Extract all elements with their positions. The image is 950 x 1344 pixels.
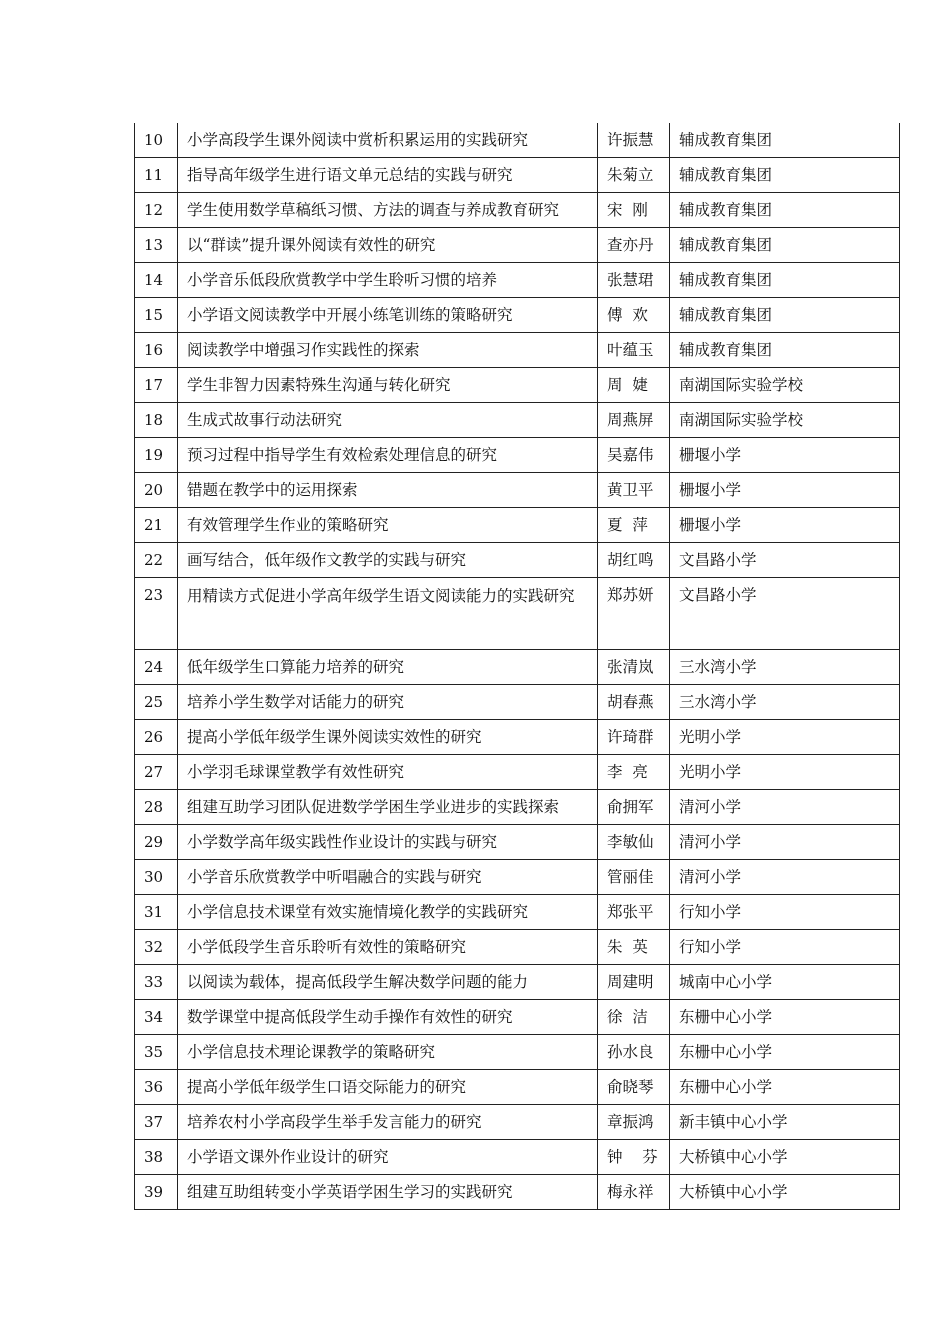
table-row [135, 333, 900, 368]
table-row [135, 1105, 900, 1140]
table-row [135, 228, 900, 263]
topic-title-cell: 小学信息技术理论课教学的策略研究 [178, 1035, 598, 1070]
row-number-cell: 20 [135, 473, 178, 508]
row-number-cell: 34 [135, 1000, 178, 1035]
topic-title-cell: 小学低段学生音乐聆听有效性的策略研究 [178, 930, 598, 965]
row-number-cell: 21 [135, 508, 178, 543]
topic-title-cell: 错题在教学中的运用探索 [178, 473, 598, 508]
research-topics-table [134, 123, 900, 1210]
table-row [135, 1070, 900, 1105]
row-number-cell: 26 [135, 720, 178, 755]
topic-title-cell: 提高小学低年级学生口语交际能力的研究 [178, 1070, 598, 1105]
school-cell: 光明小学 [670, 720, 900, 755]
researcher-cell: 李 亮 [598, 755, 670, 790]
row-number-cell: 15 [135, 298, 178, 333]
school-cell: 辅成教育集团 [670, 158, 900, 193]
researcher-cell: 朱 英 [598, 930, 670, 965]
researcher-cell: 张慧珺 [598, 263, 670, 298]
researcher-cell: 梅永祥 [598, 1175, 670, 1210]
school-cell: 栅堰小学 [670, 473, 900, 508]
researcher-cell: 胡春燕 [598, 685, 670, 720]
table-row [135, 543, 900, 578]
school-cell: 清河小学 [670, 790, 900, 825]
row-number-cell: 39 [135, 1175, 178, 1210]
topic-title-cell: 有效管理学生作业的策略研究 [178, 508, 598, 543]
school-cell: 三水湾小学 [670, 685, 900, 720]
school-cell: 辅成教育集团 [670, 263, 900, 298]
school-cell: 新丰镇中心小学 [670, 1105, 900, 1140]
researcher-cell: 管丽佳 [598, 860, 670, 895]
school-cell: 辅成教育集团 [670, 123, 900, 158]
table-row [135, 123, 900, 158]
topic-title-cell: 小学语文阅读教学中开展小练笔训练的策略研究 [178, 298, 598, 333]
topic-title-cell: 小学语文课外作业设计的研究 [178, 1140, 598, 1175]
row-number-cell: 24 [135, 650, 178, 685]
researcher-cell: 周建明 [598, 965, 670, 1000]
school-cell: 辅成教育集团 [670, 193, 900, 228]
row-number-cell: 27 [135, 755, 178, 790]
table-row [135, 1000, 900, 1035]
topic-title-cell: 学生使用数学草稿纸习惯、方法的调查与养成教育研究 [178, 193, 598, 228]
topic-title-cell: 指导高年级学生进行语文单元总结的实践与研究 [178, 158, 598, 193]
row-number-cell: 19 [135, 438, 178, 473]
topic-title-cell: 小学高段学生课外阅读中赏析积累运用的实践研究 [178, 123, 598, 158]
topic-title-cell: 培养小学生数学对话能力的研究 [178, 685, 598, 720]
table-body [135, 123, 900, 1210]
school-cell: 辅成教育集团 [670, 333, 900, 368]
table-row [135, 1035, 900, 1070]
researcher-cell: 吴嘉伟 [598, 438, 670, 473]
table-row [135, 650, 900, 685]
table-row [135, 508, 900, 543]
school-cell: 东栅中心小学 [670, 1000, 900, 1035]
table-row [135, 860, 900, 895]
row-number-cell: 17 [135, 368, 178, 403]
researcher-cell: 郑苏妍 [598, 578, 670, 650]
school-cell: 城南中心小学 [670, 965, 900, 1000]
topic-title-cell: 以“群读”提升课外阅读有效性的研究 [178, 228, 598, 263]
table-row [135, 825, 900, 860]
table-row [135, 1175, 900, 1210]
school-cell: 行知小学 [670, 930, 900, 965]
researcher-cell: 朱菊立 [598, 158, 670, 193]
researcher-cell: 俞晓琴 [598, 1070, 670, 1105]
row-number-cell: 38 [135, 1140, 178, 1175]
table-row [135, 263, 900, 298]
researcher-cell: 许琦群 [598, 720, 670, 755]
topic-title-cell: 组建互助组转变小学英语学困生学习的实践研究 [178, 1175, 598, 1210]
table-row [135, 298, 900, 333]
topic-title-cell: 培养农村小学高段学生举手发言能力的研究 [178, 1105, 598, 1140]
table-row [135, 720, 900, 755]
row-number-cell: 29 [135, 825, 178, 860]
school-cell: 大桥镇中心小学 [670, 1140, 900, 1175]
topic-title-cell: 组建互助学习团队促进数学学困生学业进步的实践探索 [178, 790, 598, 825]
topic-title-cell: 生成式故事行动法研究 [178, 403, 598, 438]
table-row [135, 473, 900, 508]
school-cell: 清河小学 [670, 825, 900, 860]
row-number-cell: 36 [135, 1070, 178, 1105]
school-cell: 文昌路小学 [670, 578, 900, 650]
researcher-cell: 夏 萍 [598, 508, 670, 543]
topic-title-cell: 预习过程中指导学生有效检索处理信息的研究 [178, 438, 598, 473]
school-cell: 栅堰小学 [670, 438, 900, 473]
researcher-cell: 张清岚 [598, 650, 670, 685]
researcher-cell: 傅 欢 [598, 298, 670, 333]
table-row [135, 965, 900, 1000]
topic-title-cell: 小学信息技术课堂有效实施情境化教学的实践研究 [178, 895, 598, 930]
row-number-cell: 28 [135, 790, 178, 825]
researcher-cell: 徐 洁 [598, 1000, 670, 1035]
table-row [135, 790, 900, 825]
row-number-cell: 22 [135, 543, 178, 578]
school-cell: 文昌路小学 [670, 543, 900, 578]
row-number-cell: 18 [135, 403, 178, 438]
topic-title-cell: 小学羽毛球课堂教学有效性研究 [178, 755, 598, 790]
topic-title-cell: 数学课堂中提高低段学生动手操作有效性的研究 [178, 1000, 598, 1035]
researcher-cell: 章振鸿 [598, 1105, 670, 1140]
table-row [135, 438, 900, 473]
topic-title-cell: 低年级学生口算能力培养的研究 [178, 650, 598, 685]
topic-title-cell: 阅读教学中增强习作实践性的探索 [178, 333, 598, 368]
row-number-cell: 33 [135, 965, 178, 1000]
school-cell: 大桥镇中心小学 [670, 1175, 900, 1210]
table-row [135, 895, 900, 930]
topic-title-cell: 提高小学低年级学生课外阅读实效性的研究 [178, 720, 598, 755]
researcher-cell: 孙水良 [598, 1035, 670, 1070]
topic-title-cell: 画写结合，低年级作文教学的实践与研究 [178, 543, 598, 578]
row-number-cell: 11 [135, 158, 178, 193]
school-cell: 东栅中心小学 [670, 1070, 900, 1105]
row-number-cell: 31 [135, 895, 178, 930]
researcher-cell: 查亦丹 [598, 228, 670, 263]
table-row [135, 158, 900, 193]
school-cell: 南湖国际实验学校 [670, 403, 900, 438]
row-number-cell: 23 [135, 578, 178, 650]
researcher-cell: 叶蕴玉 [598, 333, 670, 368]
school-cell: 栅堰小学 [670, 508, 900, 543]
row-number-cell: 30 [135, 860, 178, 895]
row-number-cell: 32 [135, 930, 178, 965]
school-cell: 三水湾小学 [670, 650, 900, 685]
row-number-cell: 12 [135, 193, 178, 228]
table-row [135, 193, 900, 228]
row-number-cell: 14 [135, 263, 178, 298]
topic-title-cell: 小学音乐欣赏教学中听唱融合的实践与研究 [178, 860, 598, 895]
row-number-cell: 25 [135, 685, 178, 720]
researcher-cell: 许振慧 [598, 123, 670, 158]
school-cell: 辅成教育集团 [670, 228, 900, 263]
row-number-cell: 16 [135, 333, 178, 368]
topic-title-cell: 小学数学高年级实践性作业设计的实践与研究 [178, 825, 598, 860]
topic-title-cell: 用精读方式促进小学高年级学生语文阅读能力的实践研究 [178, 578, 598, 650]
school-cell: 南湖国际实验学校 [670, 368, 900, 403]
row-number-cell: 13 [135, 228, 178, 263]
table-row [135, 755, 900, 790]
row-number-cell: 37 [135, 1105, 178, 1140]
researcher-cell: 钟 芬 [598, 1140, 670, 1175]
researcher-cell: 周 婕 [598, 368, 670, 403]
researcher-cell: 俞拥军 [598, 790, 670, 825]
table-row [135, 403, 900, 438]
researcher-cell: 周燕屏 [598, 403, 670, 438]
researcher-cell: 胡红鸣 [598, 543, 670, 578]
table-row [135, 368, 900, 403]
row-number-cell: 35 [135, 1035, 178, 1070]
topic-title-cell: 学生非智力因素特殊生沟通与转化研究 [178, 368, 598, 403]
table-row [135, 930, 900, 965]
school-cell: 辅成教育集团 [670, 298, 900, 333]
row-number-cell: 10 [135, 123, 178, 158]
table-row [135, 578, 900, 650]
researcher-cell: 李敏仙 [598, 825, 670, 860]
table-row [135, 685, 900, 720]
school-cell: 行知小学 [670, 895, 900, 930]
school-cell: 光明小学 [670, 755, 900, 790]
school-cell: 东栅中心小学 [670, 1035, 900, 1070]
topic-title-cell: 小学音乐低段欣赏教学中学生聆听习惯的培养 [178, 263, 598, 298]
school-cell: 清河小学 [670, 860, 900, 895]
researcher-cell: 郑张平 [598, 895, 670, 930]
researcher-cell: 黄卫平 [598, 473, 670, 508]
researcher-cell: 宋 刚 [598, 193, 670, 228]
topic-title-cell: 以阅读为载体，提高低段学生解决数学问题的能力 [178, 965, 598, 1000]
table-row [135, 1140, 900, 1175]
